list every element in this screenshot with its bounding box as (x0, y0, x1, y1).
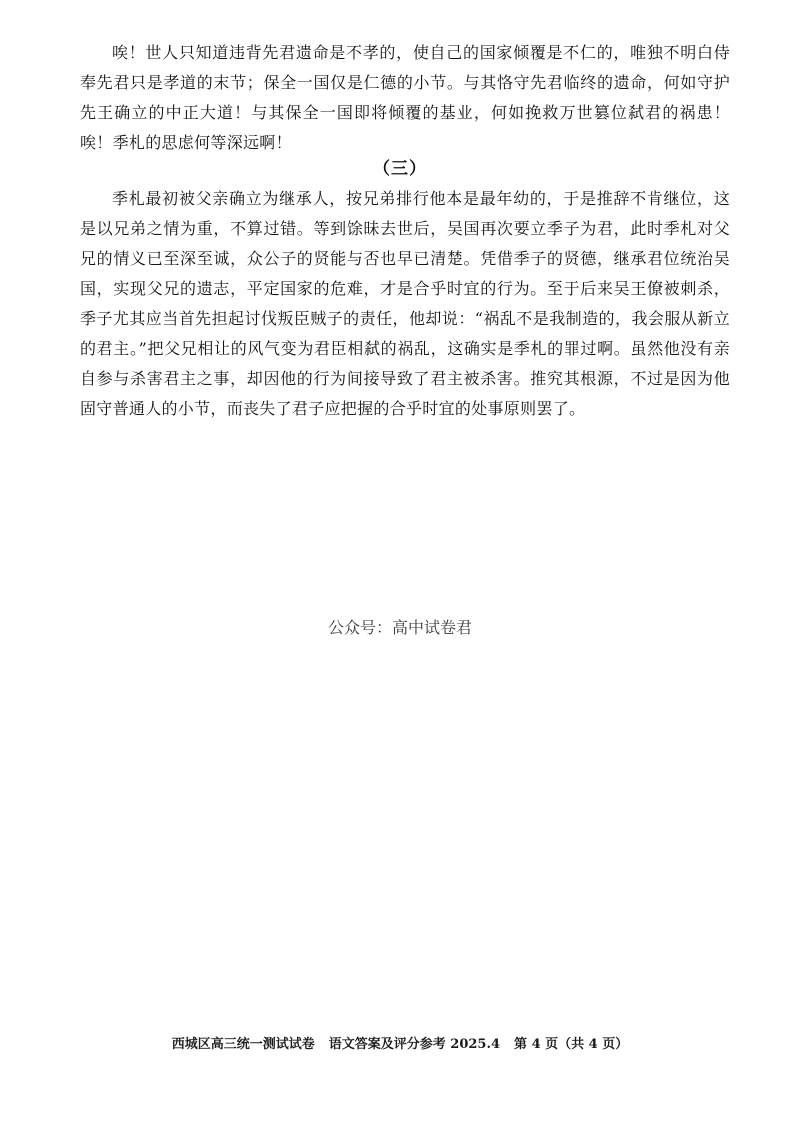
footer-exam-name: 西城区高三统一测试试卷 (171, 1037, 315, 1052)
section-heading: （三） (373, 159, 427, 179)
watermark-text: 公众号：高中试卷君 (327, 618, 472, 637)
paragraph-section-three: 季札最初被父亲确立为继承人，按兄弟排行他本是最年幼的，于是推辞不肯继位，这是以兄弟之情为重，不算过错。等到馀昧去世后，吴国再次要立季子为君，此时季札对父兄的情义已至深至诚，众公子的贤能与否也早已清楚。凭借季子的贤德，继承君位统治吴国，实现父兄的遗志，平定国家的危难，才是合乎时宜的行为。至于后来吴王僚被刺杀，季子尤其应当首先担起讨伐叛臣贼子的责任，他却说：“祸乱不是我制造的，我会服从新立的君主。”把父兄相让的风气变为君臣相弑的祸乱，这确实是季札的罪过啊。虽然他没有亲自参与杀害君主之事，却因他的行为间接导致了君主被杀害。推究其根源，不过是因为他固守普通人的小节，而丧失了君子应把握的合乎时宜的处事原则罢了。 (80, 189, 730, 418)
page-footer (0, 1036, 800, 1054)
footer-subject: 语文答案及评分参考 2025.4 (328, 1037, 501, 1052)
footer-page-info: 第 4 页（共 4 页） (514, 1037, 629, 1052)
paragraph-commentary: 唉！世人只知道违背先君遗命是不孝的，使自己的国家倾覆是不仁的，唯独不明白侍奉先君只是孝道的末节；保全一国仅是仁德的小节。与其恪守先君临终的遗命，何如守护先王确立的中正大道！与其保全一国即将倾覆的基业，何如挽救万世篡位弑君的祸患！唉！季札的思虑何等深远啊！ (80, 43, 730, 152)
